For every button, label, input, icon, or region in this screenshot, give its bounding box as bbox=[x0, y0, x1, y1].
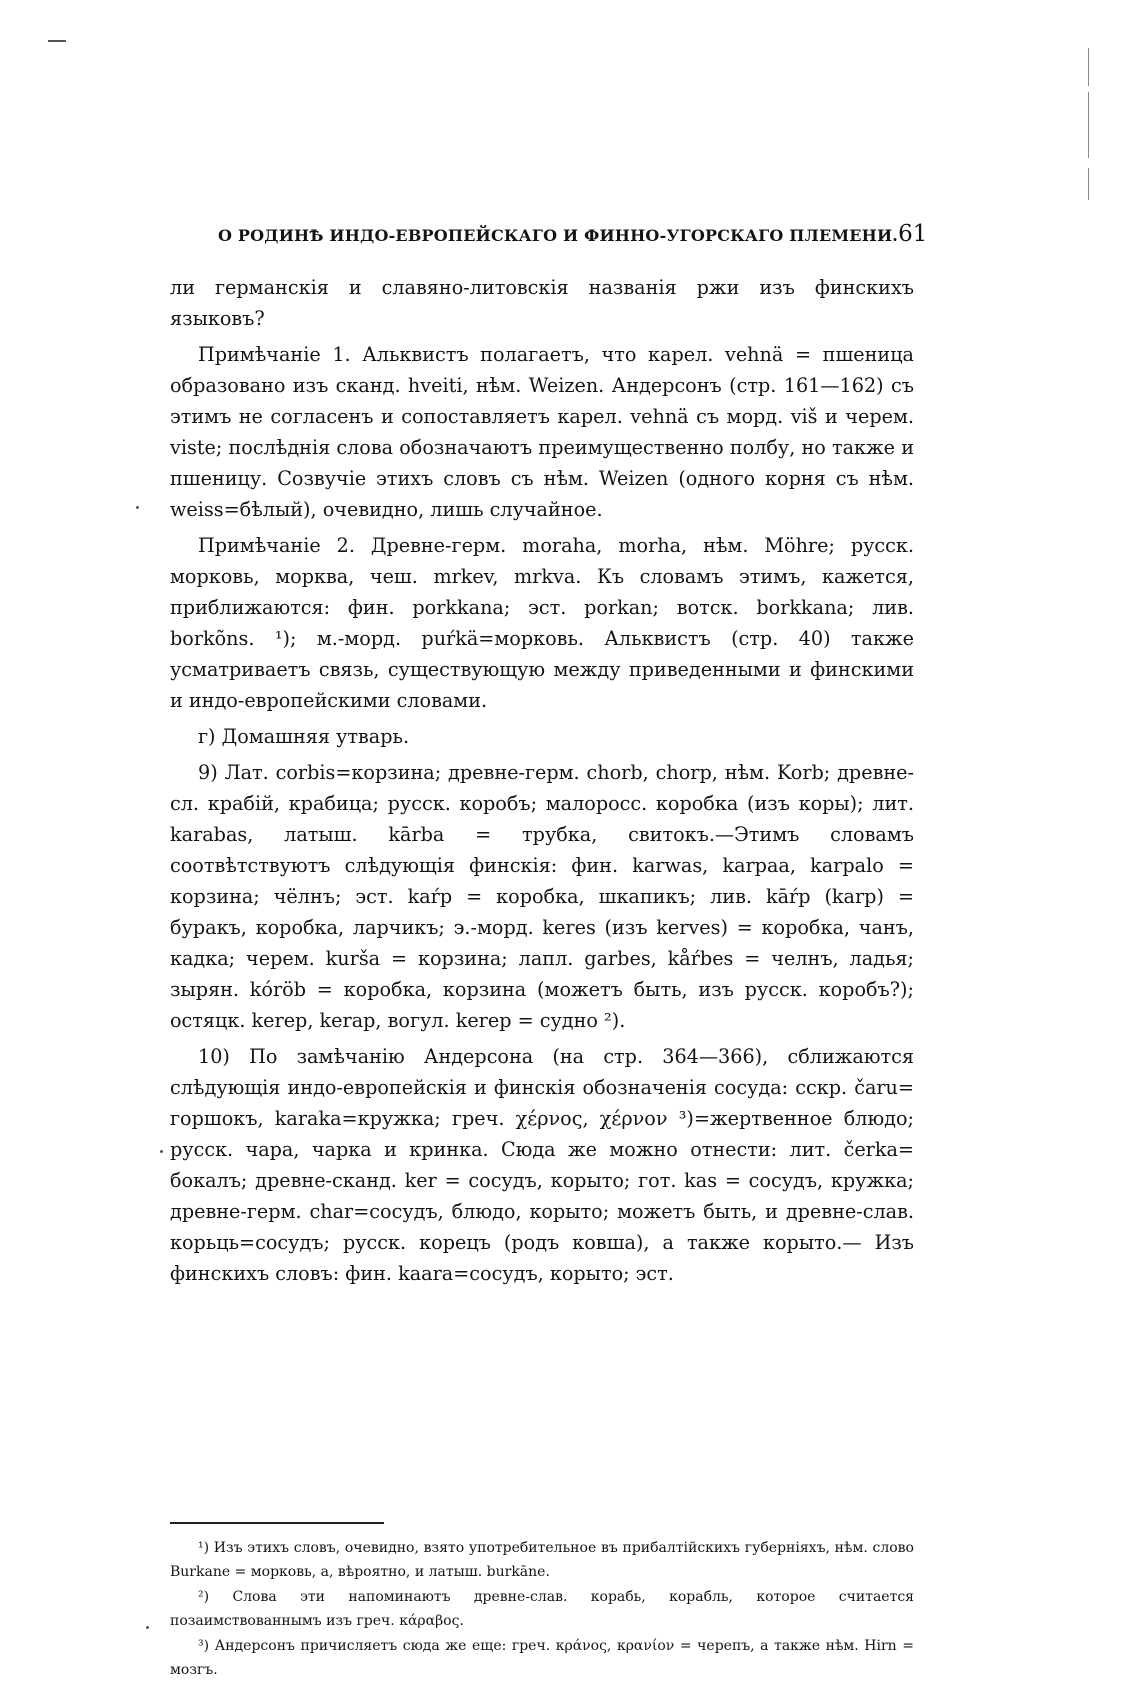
footnote: ¹) Изъ этихъ словъ, очевидно, взято употребительное въ прибалтійскихъ губерніяхъ, нѣм. слово Burkane = морковь, а, вѣроятно, и латыш. burkāne. bbox=[170, 1540, 914, 1580]
scan-mark bbox=[48, 40, 66, 42]
paragraph-note-2: Примѣчаніе 2. Древне-герм. moraha, morha, нѣм. Möhre; русск. морковь, морква, чеш. mrkev, mrkva. Къ словамъ этимъ, кажется, приближаются: фин. porkkana; эст. porkan; вотск. borkkana; лив. borkõns. ¹); м.-морд. puŕkä=морковь. Альквистъ (стр. 40) также усматриваетъ связь, существующую между приведенными и финскими и индо-европейскими словами. bbox=[170, 534, 914, 712]
running-head: О РОДИНѢ ИНДО-ЕВРОПЕЙСКАГО И ФИННО-УГОРСКАГО ПЛЕМЕНИ. bbox=[218, 226, 899, 245]
scan-speck bbox=[136, 506, 139, 509]
page-header bbox=[218, 221, 928, 253]
paragraph: 10) По замѣчанію Андерсона (на стр. 364—366), сближаются слѣдующія индо-европейскія и финскія обозначенія сосуда: сскр. čaru= горшокъ, karaka=кружка; греч. χέρνος, χέρνον ³)=жертвенное блюдо; русск. чара, чарка и кринка. Сюда же можно отнести: лит. čerka= бокалъ; древне-сканд. ker = сосудъ, корыто; гот. kas = сосудъ, кружка; древне-герм. char=сосудъ, блюдо, корыто; можетъ быть, и древне-слав. корьць=сосудъ; русск. корецъ (родъ ковша), а также корыто.— Изъ финскихъ словъ: фин. kaara=сосудъ, корыто; эст. bbox=[170, 1045, 914, 1285]
scan-speck bbox=[160, 1150, 163, 1153]
paragraph-note-1: Примѣчаніе 1. Альквистъ полагаетъ, что карел. vehnä = пшеница образовано изъ сканд. hveiti, нѣм. Weizen. Андерсонъ (стр. 161—162) съ этимъ не согласенъ и сопоставляетъ карел. vehnä съ морд. viš и черем. viste; послѣднія слова обозначаютъ преимущественно полбу, но также и пшеницу. Созвучіе этихъ словъ съ нѣм. Weizen (одного корня съ нѣм. weiss=бѣлый), очевидно, лишь случайное. bbox=[170, 343, 914, 521]
footnote-rule bbox=[170, 1522, 384, 1524]
scan-edge-line bbox=[1088, 168, 1089, 200]
scan-edge-line bbox=[1088, 48, 1089, 86]
scan-speck bbox=[146, 1626, 149, 1629]
footnotes bbox=[170, 1537, 914, 1684]
footnote: ²) Слова эти напоминаютъ древне-слав. корабь, корабль, которое считается позаимствованнымъ изъ греч. κάραβος. bbox=[170, 1589, 914, 1629]
footnote: ³) Андерсонъ причисляетъ сюда же еще: греч. κράνος, κρανίον = черепъ, а также нѣм. Hirn = мозгъ. bbox=[170, 1638, 914, 1678]
section-subheading: г) Домашняя утварь. bbox=[198, 725, 410, 748]
body-text bbox=[170, 272, 914, 1294]
page-number: 61 bbox=[898, 221, 928, 247]
paragraph: 9) Лат. corbis=корзина; древне-герм. chorb, chorp, нѣм. Korb; древне-сл. крабій, крабица; русск. коробъ; малоросс. коробка (изъ коры); лит. karabas, латыш. kārba = трубка, свитокъ.—Этимъ словамъ соотвѣтствуютъ слѣдующія финскія: фин. karwas, karpaa, karpalo = корзина; чёлнъ; эст. kaŕp = коробка, шкапикъ; лив. kāŕp (karp) = буракъ, коробка, ларчикъ; э.-морд. keres (изъ kerves) = коробка, чанъ, кадка; черем. kurša = корзина; лапл. garbes, kåŕbes = челнъ, ладья; зырян. kóröb = коробка, корзина (можетъ быть, изъ русск. коробъ?); остяцк. kerep, kerap, вогул. kerep = судно ²). bbox=[170, 761, 914, 1032]
paragraph: ли германскія и славяно-литовскія названія ржи изъ финскихъ языковъ? bbox=[170, 276, 914, 330]
scan-edge-line bbox=[1088, 92, 1089, 158]
